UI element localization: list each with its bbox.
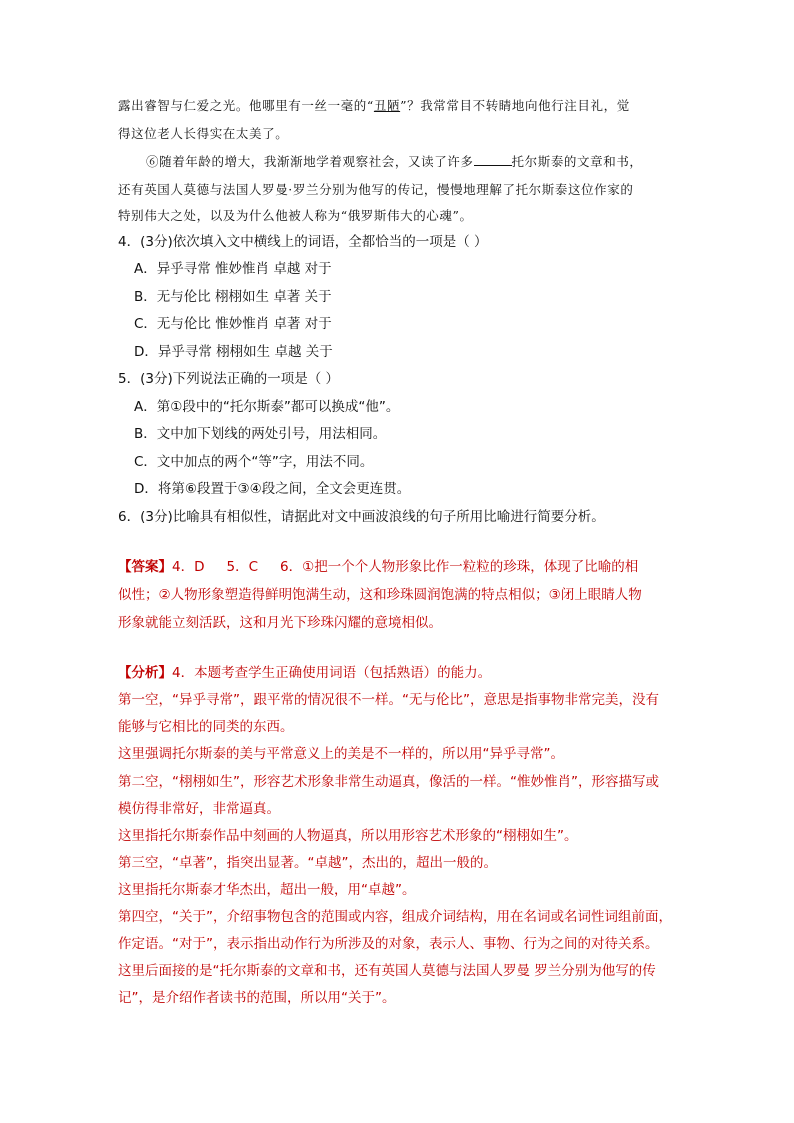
passage-line-3 — [146, 152, 643, 172]
analysis-line-11: 作定语。“对于”，表示指出动作行为所涉及的对象，表示人、事物、行为之间的对待关系。 — [118, 936, 659, 952]
q5-option-c: C．文中加点的两个“等”字，用法不同。 — [134, 454, 374, 470]
analysis-line-5: 第二空，“栩栩如生”，形容艺术形象非常生动逼真，像活的一样。“惟妙惟肖”，形容描写或 — [118, 774, 659, 790]
answer-5: 5．C — [226, 559, 258, 575]
q5-option-a: A．第①段中的“托尔斯泰”都可以换成“他”。 — [134, 399, 400, 415]
analysis-line-1 — [118, 663, 491, 683]
passage-text: ”？我常常目不转睛地向他行注目礼，觉 — [400, 98, 630, 113]
question-4: 4．(3分)依次填入文中横线上的词语，全都恰当的一项是（ ） — [118, 234, 488, 250]
analysis-line-3: 能够与它相比的同类的东西。 — [118, 719, 294, 735]
answer-6: 6．①把一个个人物形象比作一粒粒的珍珠，体现了比喻的相 — [280, 559, 639, 575]
analysis-line-4: 这里强调托尔斯泰的美与平常意义上的美是不一样的，所以用“异乎寻常”。 — [118, 746, 564, 762]
analysis-line-6: 模仿得非常好，非常逼真。 — [118, 801, 280, 817]
analysis-line-12: 这里后面接的是“托尔斯泰的文章和书，还有英国人莫德与法国人罗曼 罗兰分别为他写的传 — [118, 963, 656, 979]
analysis-line-2: 第一空，“异乎寻常”，跟平常的情况很不一样。“无与伦比”，意思是指事物非常完美，没有 — [118, 692, 659, 708]
passage-text: 露出睿智与仁爱之光。他哪里有一丝一毫的“ — [118, 98, 374, 113]
answer-4: 4．D — [172, 559, 205, 575]
passage-line-5: 特别伟大之处，以及为什么他被人称为“俄罗斯伟大的心魂”。 — [118, 208, 473, 223]
analysis-label: 【分析】 — [118, 665, 172, 681]
q5-option-b: B．文中加下划线的两处引号，用法相同。 — [134, 426, 387, 442]
analysis-text: 4．本题考查学生正确使用词语（包括熟语）的能力。 — [172, 665, 492, 681]
passage-line-4: 还有英国人莫德与法国人罗曼·罗兰分别为他写的传记，慢慢地理解了托尔斯泰这位作家的 — [118, 182, 634, 197]
q5-option-d: D．将第⑥段置于③④段之间，全文会更连贯。 — [134, 481, 411, 497]
analysis-line-10: 第四空，“关于”，介绍事物包含的范围或内容，组成介词结构，用在名词或名词性词组前面， — [118, 909, 672, 925]
analysis-line-9: 这里指托尔斯泰才华杰出，超出一般，用“卓越”。 — [118, 882, 416, 898]
passage-line-1 — [118, 96, 630, 116]
answer-line-2: 似性；②人物形象塑造得鲜明饱满生动，这和珍珠圆润饱满的特点相似；③闭上眼睛人物 — [118, 587, 642, 603]
passage-text: 托尔斯泰的文章和书， — [511, 154, 643, 169]
q4-option-b: B．无与伦比 栩栩如生 卓著 关于 — [134, 289, 332, 305]
analysis-line-13: 记”，是介绍作者读书的范围，所以用“关于”。 — [118, 990, 396, 1006]
q4-option-c: C．无与伦比 惟妙惟肖 卓著 对于 — [134, 316, 332, 332]
question-5: 5．(3分)下列说法正确的一项是（ ） — [118, 371, 340, 387]
fill-blank — [474, 153, 512, 166]
question-6: 6．(3分)比喻具有相似性，请据此对文中画波浪线的句子所用比喻进行简要分析。 — [118, 509, 605, 525]
answer-line-1 — [118, 557, 638, 577]
passage-line-2: 得这位老人长得实在太美了。 — [118, 126, 289, 141]
underlined-word: 丑陋 — [373, 98, 401, 113]
passage-text: ⑥随着年龄的增大，我渐渐地学着观察社会，又读了许多 — [146, 154, 474, 169]
answer-label: 【答案】 — [118, 559, 172, 575]
q4-option-a: A．异乎寻常 惟妙惟肖 卓越 对于 — [134, 261, 332, 277]
q4-option-d: D．异乎寻常 栩栩如生 卓越 关于 — [134, 344, 333, 360]
analysis-line-8: 第三空，“卓著”，指突出显著。“卓越”，杰出的，超出一般的。 — [118, 855, 497, 871]
analysis-line-7: 这里指托尔斯泰作品中刻画的人物逼真，所以用形容艺术形象的“栩栩如生”。 — [118, 828, 578, 844]
answer-line-3: 形象就能立刻活跃，这和月光下珍珠闪耀的意境相似。 — [118, 615, 442, 631]
